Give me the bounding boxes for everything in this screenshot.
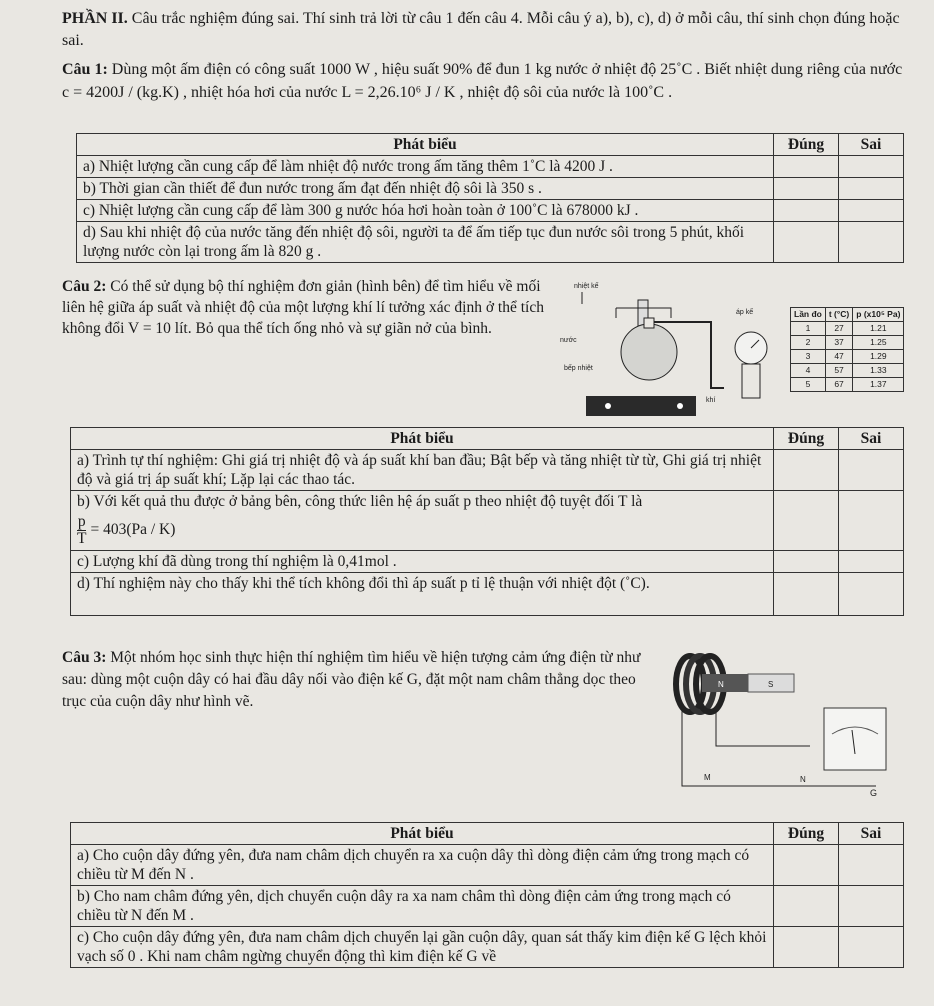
pressure-cell: 1.33 xyxy=(853,364,904,378)
apparatus-figure xyxy=(556,278,786,424)
true-cell-c[interactable] xyxy=(774,927,839,968)
section-instructions: Câu trắc nghiệm đúng sai. Thí sinh trả lời từ câu 1 đến câu 4. Mỗi câu ý a), b), c), d) ở mỗi câu, thí sinh chọn đúng hoặc sai. xyxy=(62,10,900,49)
fraction-denominator: T xyxy=(77,530,87,547)
fraction xyxy=(77,514,86,547)
question-1-table xyxy=(76,133,904,263)
wire-right xyxy=(716,710,810,746)
false-cell-d[interactable] xyxy=(839,573,904,616)
trial-cell: 1 xyxy=(791,322,826,336)
statement-c: c) Nhiệt lượng cần cung cấp để làm 300 g nước hóa hơi hoàn toàn ở 100˚C là 678000 kJ . xyxy=(77,200,774,222)
table-row xyxy=(77,178,904,200)
question-3-body: Một nhóm học sinh thực hiện thí nghiệm tìm hiểu về hiện tượng cảm ứng điện từ như sau: dùng một cuộn dây có hai đầu dây nối vào điện kế G, đặt một nam châm thẳng dọc theo trục của cuộn dây như hình vẽ. xyxy=(62,649,641,710)
formula-rhs: = 403(Pa / K) xyxy=(90,521,176,539)
gauge-stand xyxy=(742,364,760,398)
table-row xyxy=(791,322,904,336)
magnet-n-label: N xyxy=(718,680,724,689)
table-row xyxy=(791,336,904,350)
question-3-text xyxy=(62,647,662,713)
statement-header: Phát biểu xyxy=(77,134,774,156)
gas-label: khí xyxy=(706,397,716,404)
false-cell-d[interactable] xyxy=(839,222,904,263)
col-pressure: p (x10⁵ Pa) xyxy=(853,308,904,322)
question-1-label: Câu 1: xyxy=(62,61,108,78)
induction-figure xyxy=(660,650,900,802)
table-row xyxy=(71,886,904,927)
table-row xyxy=(71,491,904,551)
thermometer-label: nhiệt kế xyxy=(574,283,599,290)
table-row xyxy=(791,364,904,378)
temperature-cell: 57 xyxy=(825,364,852,378)
gauge-label: áp kế xyxy=(736,309,754,316)
water-label: nước xyxy=(560,337,577,344)
statement-a: a) Nhiệt lượng cần cung cấp để làm nhiệt độ nước trong ấm tăng thêm 1˚C là 4200 J . xyxy=(77,156,774,178)
false-cell-c[interactable] xyxy=(839,551,904,573)
true-header: Đúng xyxy=(774,823,839,845)
pressure-cell: 1.25 xyxy=(853,336,904,350)
statement-a: a) Trình tự thí nghiệm: Ghi giá trị nhiệt độ và áp suất khí ban đầu; Bật bếp và tăng nhiệt từ từ, Ghi giá trị nhiệt độ và giá trị áp suất khí; Lặp lại các thao tác. xyxy=(71,450,774,491)
true-cell-a[interactable] xyxy=(774,156,839,178)
true-header: Đúng xyxy=(774,134,839,156)
galvanometer-label: G xyxy=(870,788,878,798)
statement-header: Phát biểu xyxy=(71,823,774,845)
statement-b xyxy=(71,491,774,551)
statement-header: Phát biểu xyxy=(71,428,774,450)
table-row xyxy=(791,350,904,364)
question-3-table xyxy=(70,822,904,968)
section-label: PHẦN II. xyxy=(62,10,128,27)
trial-cell: 3 xyxy=(791,350,826,364)
true-cell-b[interactable] xyxy=(774,886,839,927)
false-header: Sai xyxy=(839,823,904,845)
section-heading xyxy=(62,8,912,52)
true-header: Đúng xyxy=(774,428,839,450)
true-cell-a[interactable] xyxy=(774,450,839,491)
pressure-cell: 1.37 xyxy=(853,378,904,392)
stove-label: bếp nhiệt xyxy=(564,365,593,372)
hot-plate-knob xyxy=(677,403,683,409)
trial-cell: 4 xyxy=(791,364,826,378)
table-row xyxy=(77,156,904,178)
statement-c: c) Cho cuộn dây đứng yên, đưa nam châm dịch chuyển lại gần cuộn dây, quan sát thấy kim điện kế G lệch khỏi vạch số 0 . Khi nam châm ngừng chuyển động thì kim điện kế G về xyxy=(71,927,774,968)
temperature-cell: 67 xyxy=(825,378,852,392)
true-cell-b[interactable] xyxy=(774,491,839,551)
table-row xyxy=(71,845,904,886)
false-header: Sai xyxy=(839,134,904,156)
table-row xyxy=(71,573,904,616)
temperature-cell: 37 xyxy=(825,336,852,350)
false-cell-b[interactable] xyxy=(839,491,904,551)
statement-b: b) Thời gian cần thiết để đun nước trong ấm đạt đến nhiệt độ sôi là 350 s . xyxy=(77,178,774,200)
table-row xyxy=(77,200,904,222)
terminal-n-label: N xyxy=(800,775,806,784)
true-cell-c[interactable] xyxy=(774,551,839,573)
formula xyxy=(77,511,767,549)
question-2-text xyxy=(62,276,550,339)
question-2-table xyxy=(70,427,904,616)
pressure-cell: 1.29 xyxy=(853,350,904,364)
fraction-numerator: p xyxy=(77,513,86,530)
pressure-cell: 1.21 xyxy=(853,322,904,336)
trial-cell: 5 xyxy=(791,378,826,392)
table-row xyxy=(71,450,904,491)
hot-plate-knob xyxy=(605,403,611,409)
statement-d: d) Thí nghiệm này cho thấy khi thể tích không đổi thì áp suất p tỉ lệ thuận với nhiệt đột (˚C). xyxy=(71,573,774,616)
flask-neck xyxy=(644,318,654,328)
statement-c: c) Lượng khí đã dùng trong thí nghiệm là 0,41mol . xyxy=(71,551,774,573)
measurement-table xyxy=(790,307,904,392)
question-2-label: Câu 2: xyxy=(62,278,107,295)
statement-b: b) Cho nam châm đứng yên, dịch chuyển cuộn dây ra xa nam châm thì dòng điện cảm ứng trong mạch có chiều từ N đến M . xyxy=(71,886,774,927)
statement-d: d) Sau khi nhiệt độ của nước tăng đến nhiệt độ sôi, người ta để ấm tiếp tục đun nước sôi trong 5 phút, khối lượng nước còn lại trong ấm là 820 g . xyxy=(77,222,774,263)
magnet-north xyxy=(702,674,748,692)
question-3-label: Câu 3: xyxy=(62,649,107,666)
false-cell-b[interactable] xyxy=(839,178,904,200)
false-cell-a[interactable] xyxy=(839,845,904,886)
temperature-cell: 27 xyxy=(825,322,852,336)
question-2-body: Có thể sử dụng bộ thí nghiệm đơn giản (hình bên) để tìm hiểu về mối liên hệ giữa áp suất và nhiệt độ của một lượng khí lí tưởng xác định ở thể tích không đổi V = 10 lít. Bỏ qua thể tích ống nhỏ và sự giãn nở của bình. xyxy=(62,278,544,337)
table-row xyxy=(77,222,904,263)
false-cell-a[interactable] xyxy=(839,156,904,178)
false-header: Sai xyxy=(839,428,904,450)
true-cell-d[interactable] xyxy=(774,573,839,616)
statement-b-text: b) Với kết quả thu được ở bảng bên, công thức liên hệ áp suất p theo nhiệt độ tuyệt đối T là xyxy=(77,493,643,510)
table-row xyxy=(791,378,904,392)
false-cell-c[interactable] xyxy=(839,200,904,222)
galvanometer-icon xyxy=(824,708,886,770)
table-row xyxy=(71,551,904,573)
question-1-body: Dùng một ấm điện có công suất 1000 W , hiệu suất 90% để đun 1 kg nước ở nhiệt độ 25˚C . Biết nhiệt dung riêng của nước c = 4200J / (kg.K) , nhiệt hóa hơi của nước L = 2,26.10⁶ J / K , nhiệt độ sôi của nước là 100˚C . xyxy=(62,61,903,101)
false-cell-a[interactable] xyxy=(839,450,904,491)
col-temperature: t (°C) xyxy=(825,308,852,322)
statement-a: a) Cho cuộn dây đứng yên, đưa nam châm dịch chuyển ra xa cuộn dây thì dòng điện cảm ứng trong mạch có chiều từ M đến N . xyxy=(71,845,774,886)
true-cell-d[interactable] xyxy=(774,222,839,263)
flask-icon xyxy=(621,324,677,380)
table-row xyxy=(71,927,904,968)
temperature-cell: 47 xyxy=(825,350,852,364)
false-cell-b[interactable] xyxy=(839,886,904,927)
false-cell-c[interactable] xyxy=(839,927,904,968)
terminal-m-label: M xyxy=(704,773,711,782)
question-1-text xyxy=(62,58,912,104)
true-cell-b[interactable] xyxy=(774,178,839,200)
trial-cell: 2 xyxy=(791,336,826,350)
true-cell-c[interactable] xyxy=(774,200,839,222)
magnet-s-label: S xyxy=(768,680,774,689)
col-trial: Lần đo xyxy=(791,308,826,322)
true-cell-a[interactable] xyxy=(774,845,839,886)
